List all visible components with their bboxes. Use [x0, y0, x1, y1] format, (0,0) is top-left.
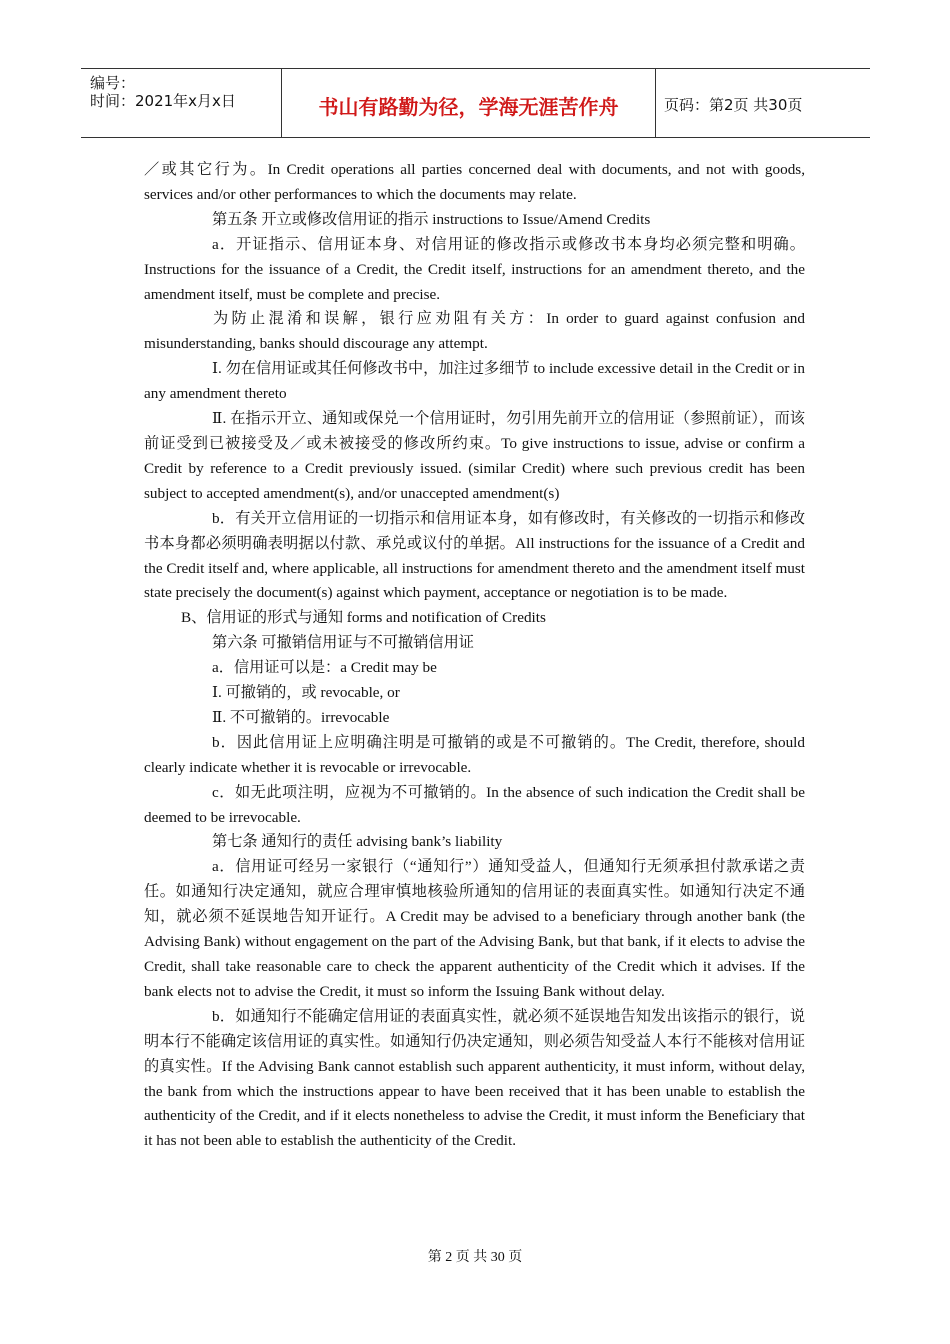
paragraph-continuation: ／或其它行为。In Credit operations all parties concerned deal with documents, and not with goods, services and/or other performances to which the documents may relate.	[144, 161, 805, 203]
header-meta-cell	[81, 69, 281, 137]
article-5-heading: 第五条 开立或修改信用证的指示 instructions to Issue/Amend Credits	[212, 210, 651, 228]
article-6-clause-c: c．如无此项注明，应视为不可撤销的。In the absence of such indication the Credit shall be deemed to be irrevocable.	[144, 783, 805, 826]
article-5-item-1: Ⅰ. 勿在信用证或其任何修改书中，加注过多细节 to include excessive detail in the Credit or in any amendment thereto	[144, 360, 805, 403]
article-7-clause-a: a．信用证可经另一家银行（“通知行”）通知受益人，但通知行无须承担付款承诺之责任。如通知行决定通知，就应合理审慎地核验所通知的信用证的表面真实性。如通知行决定不通知，就必须不延误地告知开证行。A Credit may be advised to a beneficiary through another bank (the Advising Bank) without engagement on the part of the Advising Bank, but that bank, if it elects to advise the Credit, shall take reasonable care to check the apparent authenticity of the Credit which it advises. If the bank elects not to advise the Credit, it must so inform the Issuing Bank without delay.	[144, 858, 805, 1000]
document-body	[144, 158, 805, 1154]
article-5-item-2: Ⅱ. 在指示开立、通知或保兑一个信用证时，勿引用先前开立的信用证（参照前证），而该前证受到已被接受及／或未被接受的修改所约束。To give instructions to issue, advise or confirm a Credit by reference to a Credit previously issued. (similar Credit) where such previous credit has been subject to accepted amendment(s), and/or unaccepted amendment(s)	[144, 410, 805, 502]
document-time-label: 时间：2021年x月x日	[90, 92, 236, 110]
article-5-guard-note: 为防止混淆和误解，银行应劝阻有关方：In order to guard against confusion and misunderstanding, banks should discourage any attempt.	[144, 310, 805, 353]
article-6-heading: 第六条 可撤销信用证与不可撤销信用证	[212, 634, 474, 652]
document-number-label: 编号：	[90, 74, 136, 92]
header-motto-cell	[281, 69, 656, 137]
article-5-clause-b: b．有关开立信用证的一切指示和信用证本身，如有修改时，有关修改的一切指示和修改书本身都必须明确表明据以付款、承兑或议付的单据。All instructions for the issuance of a Credit and the Credit itself and, where applicable, all instructions for amendment thereto and the amendment itself must state precisely the document(s) against which payment, acceptance or negotiation is to be made.	[144, 509, 805, 602]
article-5-clause-a: a．开证指示、信用证本身、对信用证的修改指示或修改书本身均必须完整和明确。Instructions for the issuance of a Credit, the Credit itself, instructions for an amendment thereto, and the amendment itself, must be complete and precise.	[144, 235, 805, 303]
article-7-clause-b: b．如通知行不能确定信用证的表面真实性，就必须不延误地告知发出该指示的银行，说明本行不能确定该信用证的真实性。如通知行仍决定通知，则必须告知受益人本行不能核对信用证的真实性。If the Advising Bank cannot establish such apparent authenticity, it must inform, without delay, the bank from which the instructions appear to have been received that it has been unable to establish the authenticity of the Credit, and if it elects nonetheless to advise the Credit, it must inform the Beneficiary that it has not been able to establish the authenticity of the Credit.	[144, 1007, 805, 1150]
section-b-heading: B、信用证的形式与通知 forms and notification of Credits	[181, 609, 546, 627]
article-7-heading: 第七条 通知行的责任 advising bank’s liability	[212, 833, 503, 851]
article-6-clause-b: b．因此信用证上应明确注明是可撤销的或是不可撤销的。The Credit, therefore, should clearly indicate whether it is revocable or irrevocable.	[144, 733, 805, 776]
article-6-clause-a: a．信用证可以是：a Credit may be	[212, 659, 437, 677]
article-6-item-2: Ⅱ. 不可撤销的。irrevocable	[212, 708, 390, 726]
header-page-info: 页码：第2页 共30页	[664, 96, 803, 114]
header-page-cell	[655, 69, 870, 137]
page-footer: 第 2 页 共 30 页	[427, 1250, 523, 1265]
article-6-item-1: Ⅰ. 可撤销的，或 revocable, or	[212, 684, 400, 702]
header-motto: 书山有路勤为径，学海无涯苦作舟	[318, 95, 619, 119]
page-header	[81, 68, 870, 138]
